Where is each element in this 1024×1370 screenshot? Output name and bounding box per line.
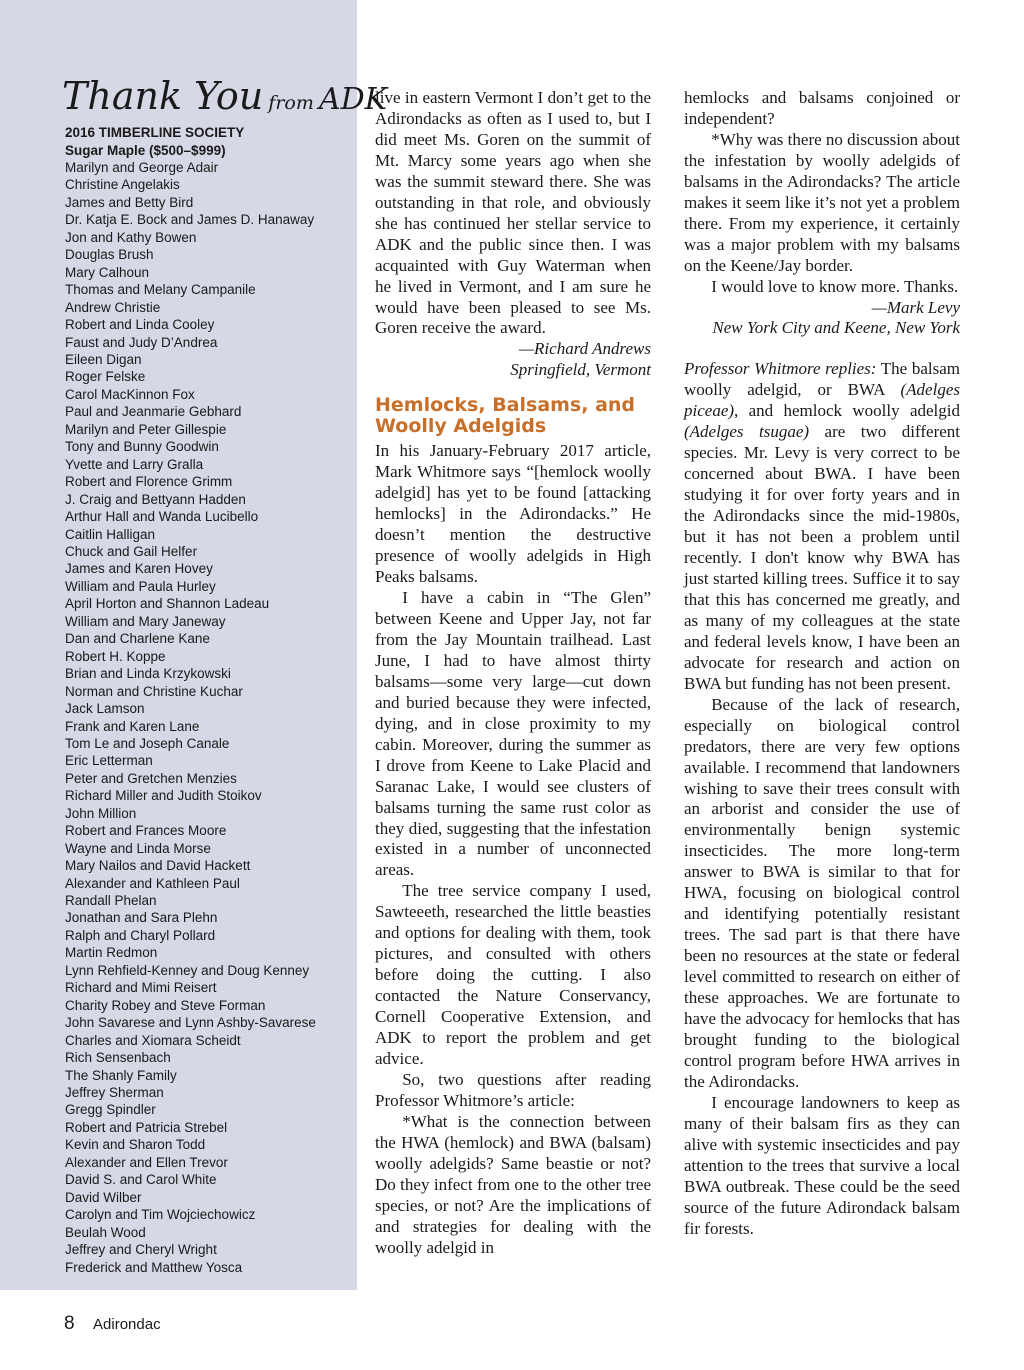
donor-name: James and Betty Bird — [65, 194, 194, 210]
middle-column — [375, 88, 651, 1259]
donor-name: David S. and Carol White — [65, 1172, 217, 1188]
donor-name: Jonathan and Sara Plehn — [65, 910, 218, 926]
thank-you-title — [62, 74, 388, 120]
donor-name: Andrew Christie — [65, 299, 161, 315]
donor-name: James and Karen Hovey — [65, 561, 213, 577]
society-title: 2016 TIMBERLINE SOCIETY — [65, 125, 245, 140]
letter2-paragraph: I would love to know more. Thanks. — [711, 276, 959, 296]
letter2-title: Hemlocks, Balsams, and Woolly Adelgids — [375, 394, 636, 438]
donor-name: Mary Calhoun — [65, 264, 150, 280]
letter2-location: New York City and Keene, New York — [712, 318, 960, 338]
org-text: ADK — [318, 82, 388, 117]
publication-name: Adirondac — [93, 1316, 161, 1333]
donor-name: Douglas Brush — [65, 247, 154, 263]
donor-name: Alexander and Kathleen Paul — [65, 875, 240, 891]
donor-name: Robert H. Koppe — [65, 648, 166, 664]
donor-name: Tom Le and Joseph Canale — [65, 735, 230, 751]
donor-name: John Savarese and Lynn Ashby-Savarese — [65, 1015, 316, 1031]
page-footer — [64, 1313, 161, 1335]
donor-name: John Million — [65, 805, 137, 821]
donor-name: Marilyn and Peter Gillespie — [65, 421, 227, 437]
donor-name: Rich Sensenbach — [65, 1050, 171, 1066]
donor-name: Tony and Bunny Goodwin — [65, 439, 219, 455]
reply-text: The balsam woolly adelgid, or BWA — [684, 359, 961, 400]
donor-name: William and Paula Hurley — [65, 578, 216, 594]
donor-name: Alexander and Ellen Trevor — [65, 1154, 228, 1170]
letter1-location: Springfield, Vermont — [510, 360, 651, 380]
donor-name: Lynn Rehfield-Kenney and Doug Kenney — [65, 962, 310, 978]
from-text: from — [268, 92, 314, 114]
letter2-paragraph-continued: hemlocks and balsams conjoined or independent? — [684, 88, 960, 128]
donor-name: Jon and Kathy Bowen — [65, 229, 197, 245]
page-number: 8 — [64, 1313, 75, 1334]
donor-name: Charity Robey and Steve Forman — [65, 997, 266, 1013]
donor-name: Ralph and Charyl Pollard — [65, 927, 216, 943]
donor-name: Beulah Wood — [65, 1224, 146, 1240]
reply-lead: Professor Whitmore replies: — [684, 359, 877, 379]
spacer — [684, 339, 960, 359]
donor-name: Jeffrey Sherman — [65, 1085, 164, 1101]
donor-name: Paul and Jeanmarie Gebhard — [65, 404, 242, 420]
donor-name: Marilyn and George Adair — [65, 160, 219, 175]
scientific-name: (Adelges tsugae) — [684, 422, 810, 442]
letter1-signature: —Richard Andrews — [518, 339, 651, 359]
donor-name: Robert and Florence Grimm — [65, 474, 233, 490]
donor-name: Thomas and Melany Campanile — [65, 282, 256, 298]
reply-text: are two different species. Mr. Levy is very correct to be concerned about BWA. I have been studying it for over forty years and in the Adirondacks since the mid-1980s, but it has not been a problem until recently. I don't know why BWA has just started killing trees. Suffice it to say that this has concerned me greatly, and as many of my colleagues at the state and federal levels know, I have been an advocate for research and action on BWA but funding has not been present. — [684, 422, 960, 693]
donor-name: Gregg Spindler — [65, 1102, 156, 1118]
donor-name: Faust and Judy D’Andrea — [65, 334, 218, 350]
donor-name: The Shanly Family — [65, 1067, 177, 1083]
reply-paragraph: I encourage landowners to keep as many of their balsam firs as they can alive with systemic insecticides and pay attention to the trees that survive a local BWA outbreak. These could be the seed source of the future Adirondack balsam fir forests. — [684, 1092, 960, 1238]
letter2-paragraph: The tree service company I used, Sawteeeth, researched the little beasties and options for dealing with them, took pictures, and consulted with others before doing the cutting. I also contacted the Nature Conservancy, Cornell Cooperative Extension, and ADK to report the problem and get advice. — [375, 881, 651, 1068]
donor-name: Caitlin Halligan — [65, 526, 156, 542]
donor-name: Dan and Charlene Kane — [65, 631, 210, 647]
donor-name: Richard Miller and Judith Stoikov — [65, 788, 262, 804]
donor-name: Christine Angelakis — [65, 177, 180, 193]
donor-name: Robert and Patricia Strebel — [65, 1119, 228, 1135]
reply-text: , and hemlock woolly adelgid — [734, 401, 960, 421]
donor-name: Robert and Linda Cooley — [65, 317, 215, 333]
donor-name: Eileen Digan — [65, 351, 142, 367]
donor-name: April Horton and Shannon Ladeau — [65, 596, 270, 612]
donor-name: Roger Felske — [65, 369, 146, 385]
donor-name: Brian and Linda Krzykowski — [65, 666, 231, 682]
donor-name: Richard and Mimi Reisert — [65, 980, 217, 996]
donor-name: Charles and Xiomara Scheidt — [65, 1032, 241, 1048]
letter2-paragraph: In his January-February 2017 article, Mark Whitmore says “[hemlock woolly adelgid] has yet to be found [attacking hemlocks] in the Adirondacks.” He doesn’t mention the destructive presence of woolly adelgids in High Peaks balsams. — [375, 441, 651, 587]
reply-paragraph: Because of the lack of research, especially on biological control predators, there are very few options available. I recommend that landowners wishing to save their trees consult with an arborist and consider the use of environmentally benign systemic insecticides. The more long-term answer to BWA is similar to that for HWA, focusing on biological control and identifying potentially resistant trees. The sad part is that there have been no resources at the state or federal level committed to research on either of these approaches. We are fortunate to have the advocacy for hemlocks that has brought funding to the biological control program before HWA arrives in the Adirondacks. — [684, 694, 960, 1091]
letter2-paragraph: *What is the connection between the HWA (hemlock) and BWA (balsam) woolly adelgids? Same beastie or not? Do they infect from one to the other tree species, or not? Are the implications of and strategies for dealing with the woolly adelgid in — [375, 1111, 651, 1257]
donor-name: Arthur Hall and Wanda Lucibello — [65, 509, 259, 525]
society-heading — [65, 124, 244, 160]
reply-paragraph — [684, 359, 960, 694]
letter2-paragraph: So, two questions after reading Professor Whitmore’s article: — [375, 1069, 651, 1110]
donor-name: Wayne and Linda Morse — [65, 840, 211, 856]
donor-name: Mary Nailos and David Hackett — [65, 858, 251, 874]
donor-name: Norman and Christine Kuchar — [65, 683, 243, 699]
donor-name: J. Craig and Bettyann Hadden — [65, 491, 246, 507]
donor-name: Yvette and Larry Gralla — [65, 456, 204, 472]
donor-name: Eric Letterman — [65, 753, 153, 769]
donor-name: Frank and Karen Lane — [65, 718, 200, 734]
right-column — [684, 88, 960, 1239]
letter1-text: live in eastern Vermont I don’t get to the Adirondacks as often as I used to, but I did meet Ms. Goren on the summit of Mt. Marcy some years ago when she was the summit steward there. She was outstanding in that role, and obviously she has continued her stellar service to ADK and the public since then. I was acquainted with Guy Waterman when he lived in Vermont, and I am sure he would have been pleased to see Ms. Goren receive the award. — [375, 88, 651, 338]
donor-list — [65, 159, 316, 1276]
letter2-paragraph: I have a cabin in “The Glen” between Keene and Upper Jay, not far from the Jay Mountain trailhead. Last June, I had to have almost thirty balsams—some very large—cut down and buried because they were infected, dying, and in close proximity to my cabin. Moreover, during the summer as I drove from Keene to Lake Placid and Saranac Lake, I would see clusters of balsams turning the same rust color as they died, suggesting that the infestation existed in a number of unconnected areas. — [375, 588, 651, 880]
level-title: Sugar Maple ($500–$999) — [65, 143, 226, 158]
donor-name: Kevin and Sharon Todd — [65, 1137, 206, 1153]
donor-name: Carol MacKinnon Fox — [65, 386, 195, 402]
donor-sidebar — [0, 0, 388, 1290]
donor-name: Robert and Frances Moore — [65, 823, 227, 839]
donor-name: Dr. Katja E. Bock and James D. Hanaway — [65, 212, 315, 228]
thank-you-text: Thank You — [62, 74, 264, 118]
scientific-name: (Adelges piceae) — [684, 380, 960, 421]
donor-name: Carolyn and Tim Wojciechowicz — [65, 1207, 256, 1223]
donor-name: Jeffrey and Cheryl Wright — [65, 1242, 217, 1258]
letter2-paragraph: *Why was there no discussion about the infestation by woolly adelgids of balsams in the Adirondacks? The article makes it seem like it’s not yet a problem there. From my experience, it certainly was a major problem with my balsams on the Keene/Jay border. — [684, 129, 961, 275]
donor-name: William and Mary Janeway — [65, 613, 226, 629]
letter2-signature: —Mark Levy — [871, 297, 960, 317]
donor-name: Peter and Gretchen Menzies — [65, 770, 237, 786]
donor-name: Martin Redmon — [65, 945, 158, 961]
donor-name: Frederick and Matthew Yosca — [65, 1259, 243, 1275]
donor-name: David Wilber — [65, 1189, 142, 1205]
donor-name: Jack Lamson — [65, 701, 145, 717]
donor-name: Randall Phelan — [65, 893, 157, 909]
donor-name: Chuck and Gail Helfer — [65, 543, 198, 559]
